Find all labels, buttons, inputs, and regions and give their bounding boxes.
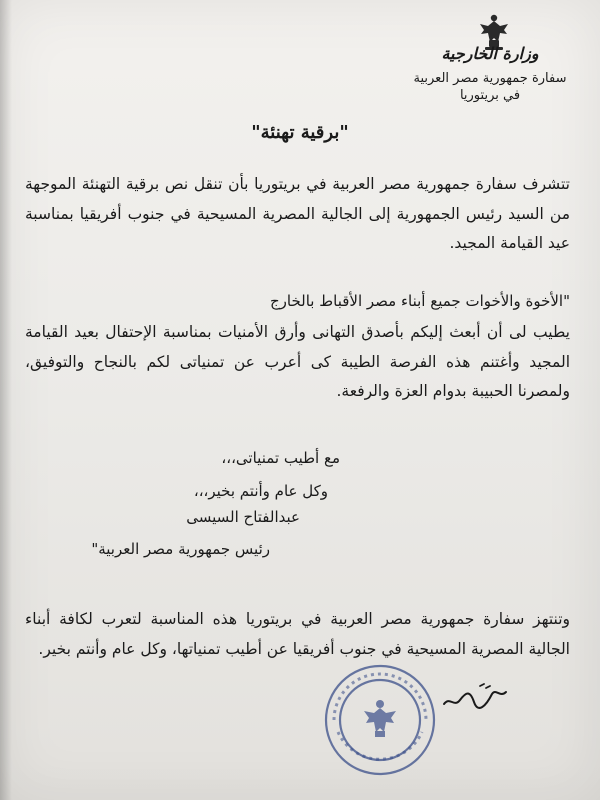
handwritten-signature: [440, 676, 510, 716]
paragraph-message: يطيب لى أن أبعث إليكم بأصدق التهانى وأرق الأمنيات بمناسبة الإحتفال بعيد القيامة المجيد وأغتنم هذه الفرصة الطيبة كى أعرب عن تمنياتى لكم بالنجاح والتوفيق، ولمصرنا الحبيبة بدوام العزة والرفعة.: [25, 323, 570, 400]
paragraph-closing: وتنتهز سفارة جمهورية مصر العربية في بريتوريا هذه المناسبة لتعرب لكافة أبناء الجالية المصرية المسيحية في جنوب أفريقيا عن أطيب تمنياتها، وكل عام وأنتم بخير.: [25, 610, 570, 658]
paper-edge-shadow: [0, 0, 12, 800]
ministry-name: وزارة الخارجية: [441, 44, 539, 63]
embassy-seal-stamp: [320, 660, 440, 780]
salutation: "الأخوة والأخوات جميع أبناء مصر الأقباط بالخارج: [269, 292, 570, 310]
embassy-header: [405, 70, 575, 104]
document-title: "برقية تهنئة": [251, 122, 349, 143]
closing-line-2: وكل عام وأنتم بخير،،،: [193, 482, 328, 500]
embassy-line-2: في بريتوريا: [459, 88, 521, 103]
paragraph-intro: تتشرف سفارة جمهورية مصر العربية في بريتوريا بأن تنقل نص برقية التهنئة الموجهة من السيد رئيس الجمهورية إلى الجالية المصرية المسيحية في جنوب أفريقيا بمناسبة عيد القيامة المجيد.: [25, 175, 570, 252]
signer-name: عبدالفتاح السيسى: [186, 508, 300, 526]
signer-title: رئيس جمهورية مصر العربية": [91, 540, 270, 558]
closing-line-1: مع أطيب تمنياتى،،،: [221, 449, 340, 467]
embassy-line-1: سفارة جمهورية مصر العربية: [413, 71, 567, 86]
